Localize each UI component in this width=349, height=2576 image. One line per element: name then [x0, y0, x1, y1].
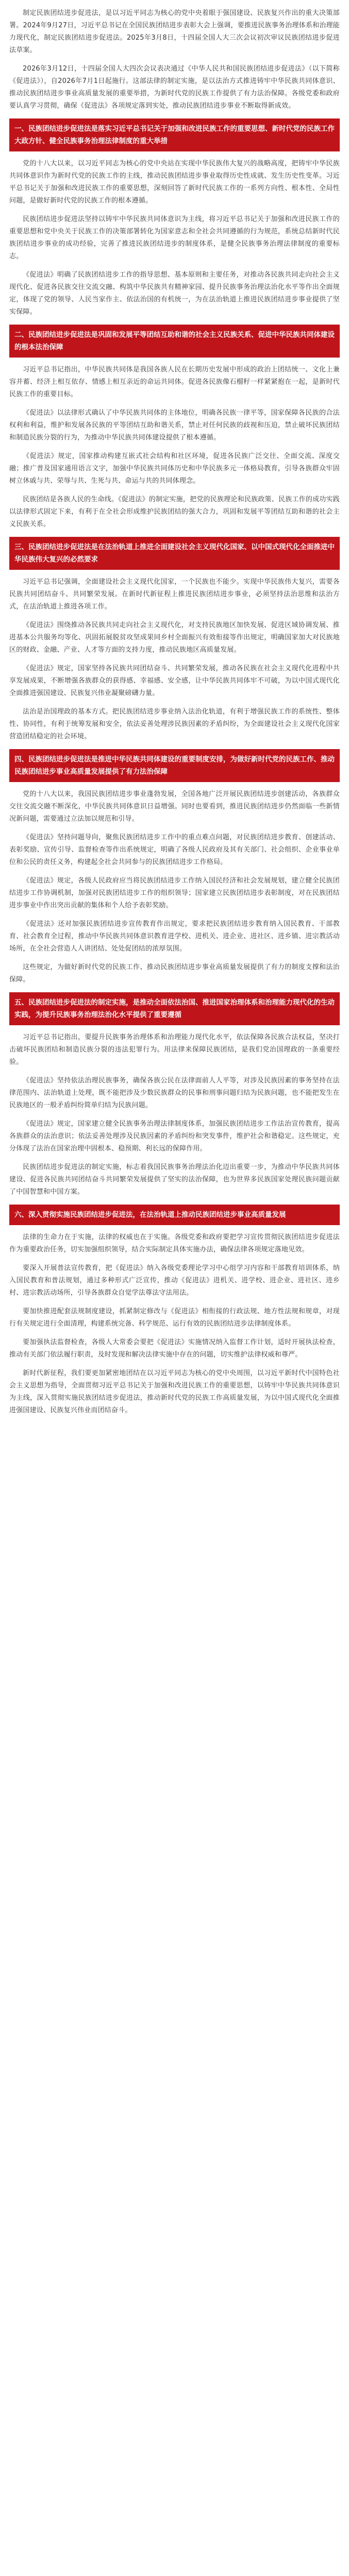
- body-paragraph: 《促进法》还对加强民族团结进步宣传教育作出规定，要求把民族团结进步教育纳入国民教育、干部教育、社会教育全过程，推动中华民族共同体意识教育进学校、进机关、进企业、进社区、进乡镇、进宗教活动场所，在全社会营造人人讲团结、处处促团结的浓厚氛围。: [9, 920, 340, 953]
- section-heading: 五、民族团结进步促进法的制定实施，是推动全面依法治国、推进国家治理体系和治理能力现代化的生动实践，为提升民族事务治理法治化水平提供了重要遵循: [9, 992, 340, 1025]
- section-6: [9, 1205, 340, 1417]
- body-paragraph: 《促进法》以法律形式确认了中华民族共同体的主体地位，明确各民族一律平等，国家保障各民族的合法权利和利益，维护和发展各民族的平等团结互助和谐关系，禁止对任何民族的歧视和压迫，禁止破坏民族团结和制造民族分裂的行为，为推动中华民族共同体建设提供了根本遵循。: [9, 409, 340, 442]
- section-5: [9, 992, 340, 1198]
- section-2: [9, 325, 340, 531]
- body-paragraph: 要加强执法监督检查，各级人大常委会要把《促进法》实施情况纳入监督工作计划，适时开展执法检查，推动有关部门依法履行职责，及时发现和解决法律实施中存在的问题，切实维护法律权威和尊严。: [9, 1338, 340, 1359]
- section-heading: 一、民族团结进步促进法是落实习近平总书记关于加强和改进民族工作的重要思想、新时代党的民族工作大政方针、健全民族事务治理法律制度的重大举措: [9, 118, 340, 151]
- body-paragraph: 法律的生命力在于实施，法律的权威也在于实施。各级党委和政府要把学习宣传贯彻民族团结进步促进法作为重要政治任务，切实加强组织领导，结合实际制定具体实施办法，确保法律各项规定落地见效。: [9, 1233, 340, 1253]
- body-paragraph: 《促进法》明确了民族团结进步工作的指导思想、基本原则和主要任务，对推动各民族共同走向社会主义现代化、促进各民族交往交流交融、构筑中华民族共有精神家园、提升民族事务治理法治化水平等作出全面规定，体现了党的领导、人民当家作主、依法治国的有机统一，为在法治轨道上推进民族团结进步事业提供了坚实保障。: [9, 271, 340, 316]
- section-heading: 三、民族团结进步促进法是在法治轨道上推进全面建设社会主义现代化国家、以中国式现代化全面推进中华民族伟大复兴的必然要求: [9, 537, 340, 570]
- body-paragraph: 习近平总书记指出，要提升民族事务治理体系和治理能力现代化水平，依法保障各民族合法权益，坚决打击破坏民族团结和制造民族分裂的违法犯罪行为。用法律来保障民族团结，是我们党治国理政的一条重要经验。: [9, 1033, 340, 1066]
- section-3: [9, 537, 340, 743]
- body-paragraph: 新时代新征程，我们要更加紧密地团结在以习近平同志为核心的党中央周围，以习近平新时代中国特色社会主义思想为指导，全面贯彻习近平总书记关于加强和改进民族工作的重要思想，以铸牢中华民族共同体意识为主线，深入贯彻实施民族团结进步促进法，推动新时代党的民族工作高质量发展，为以中国式现代化全面推进强国建设、民族复兴伟业而团结奋斗。: [9, 1369, 340, 1414]
- section-heading: 六、深入贯彻实施民族团结进步促进法，在法治轨道上推动民族团结进步事业高质量发展: [9, 1205, 340, 1225]
- body-paragraph: 法治是治国理政的基本方式。把民族团结进步事业纳入法治化轨道，有利于增强民族工作的系统性、整体性、协同性，有利于统筹发展和安全，依法妥善处理涉民族因素的矛盾纠纷，为全面建设社会主义现代化国家营造团结稳定的社会环境。: [9, 708, 340, 740]
- body-paragraph: 《促进法》围绕推动各民族共同走向社会主义现代化，对支持民族地区加快发展、促进区域协调发展、推进基本公共服务均等化、巩固拓展脱贫攻坚成果同乡村全面振兴有效衔接等作出规定，明确国家加大对民族地区的财政、金融、产业、人才等方面的支持力度，推动民族地区高质量发展。: [9, 621, 340, 654]
- body-paragraph: 习近平总书记强调，全面建设社会主义现代化国家，一个民族也不能少。实现中华民族伟大复兴，需要各民族共同团结奋斗、共同繁荣发展。在新时代新征程上推进民族团结进步事业，必须坚持法治思维和法治方式，在法治轨道上推进各项工作。: [9, 578, 340, 611]
- body-paragraph: 民族团结进步促进法坚持以铸牢中华民族共同体意识为主线，将习近平总书记关于加强和改进民族工作的重要思想和党中央关于民族工作的决策部署转化为国家意志和全社会共同遵循的行为规范，系统总结新时代民族团结进步事业的成功经验，完善了推进民族团结进步的制度体系，是健全民族事务治理法律制度的重要标志。: [9, 215, 340, 260]
- section-4: [9, 749, 340, 986]
- body-paragraph: 习近平总书记指出，中华民族共同体是我国各族人民在长期历史发展中形成的政治上团结统一、文化上兼容并蓄、经济上相互依存、情感上相互亲近的命运共同体。促进各民族像石榴籽一样紧紧抱在一起，是新时代民族工作的重要目标。: [9, 366, 340, 398]
- body-paragraph: 要深入开展普法宣传教育，把《促进法》纳入各级党委理论学习中心组学习内容和干部教育培训体系，纳入国民教育和普法规划，通过多种形式广泛宣传，推动《促进法》进机关、进学校、进企业、进社区、进乡村、进宗教活动场所，引导各族群众自觉学法尊法守法用法。: [9, 1264, 340, 1297]
- intro-paragraph: 2026年3月12日，十四届全国人大四次会议表决通过《中华人民共和国民族团结进步促进法》（以下简称《促进法》），自2026年7月1日起施行。这部法律的制定实施，是以法治方式推进铸牢中华民族共同体意识、推动民族团结进步事业高质量发展的重要举措，为新时代党的民族工作提供了有力法治保障。各级党委和政府要认真学习贯彻，确保《促进法》各项规定落到实处，推动民族团结进步事业不断取得新成效。: [9, 65, 340, 110]
- body-paragraph: 《促进法》坚持依法治理民族事务，确保各族公民在法律面前人人平等，对涉及民族因素的事务坚持在法律范围内、法治轨道上处理，既不能把涉及少数民族群众的民事和刑事问题归结为民族问题，也不能把发生在民族地区的一般矛盾纠纷简单归结为民族问题。: [9, 1077, 340, 1109]
- body-paragraph: 要加快推进配套法规制度建设，抓紧制定修改与《促进法》相衔接的行政法规、地方性法规和规章，对现行有关规定进行全面清理，构建系统完备、科学规范、运行有效的民族团结进步法律制度体系。: [9, 1308, 340, 1328]
- intro-block: [9, 7, 340, 112]
- section-1: [9, 118, 340, 318]
- body-paragraph: 《促进法》规定，各级人民政府应当将民族团结进步工作纳入国民经济和社会发展规划，建立健全民族团结进步工作协调机制，加强对民族团结进步工作的组织领导；国家建立民族团结进步表彰制度，对在民族团结进步事业中作出突出贡献的集体和个人给予表彰奖励。: [9, 877, 340, 909]
- section-heading: 二、民族团结进步促进法是巩固和发展平等团结互助和谐的社会主义民族关系、促进中华民族共同体建设的根本法治保障: [9, 325, 340, 358]
- body-paragraph: 《促进法》规定，国家坚持各民族共同团结奋斗、共同繁荣发展，推动各民族在社会主义现代化进程中共享发展成果，不断增强各族群众的获得感、幸福感、安全感，让中华民族共同体牢不可破，为以中国式现代化全面推进强国建设、民族复兴伟业凝聚磅礴力量。: [9, 665, 340, 697]
- section-heading: 四、民族团结进步促进法是推进中华民族共同体建设的重要制度安排，为做好新时代党的民族工作、推动民族团结进步事业高质量发展提供了有力法治保障: [9, 749, 340, 782]
- body-paragraph: 《促进法》坚持问题导向，聚焦民族团结进步工作中的重点难点问题，对民族团结进步教育、创建活动、表彰奖励、宣传引导、监督检查等作出系统规定，明确了各级人民政府及其有关部门、社会组织、企业事业单位和公民的责任义务，构建起全社会共同参与的民族团结进步工作格局。: [9, 834, 340, 866]
- body-paragraph: 民族团结是各族人民的生命线。《促进法》的制定实施，把党的民族理论和民族政策、民族工作的成功实践以法律形式固定下来，有利于在全社会形成维护民族团结的强大合力，巩固和发展平等团结互助和谐的社会主义民族关系。: [9, 496, 340, 528]
- body-paragraph: 《促进法》规定，国家推动构建互嵌式社会结构和社区环境，促进各民族广泛交往、全面交流、深度交融；推广普及国家通用语言文字，加强中华民族共同体历史和中华民族多元一体格局教育，引导各族群众牢固树立休戚与共、荣辱与共、生死与共、命运与共的共同体理念。: [9, 452, 340, 485]
- intro-paragraph: 制定民族团结进步促进法，是以习近平同志为核心的党中央着眼于强国建设、民族复兴作出的重大决策部署。2024年9月27日，习近平总书记在全国民族团结进步表彰大会上强调，要推进民族事务治理体系和治理能力现代化，制定民族团结进步促进法。2025年3月8日，十四届全国人大三次会议初次审议民族团结进步促进法草案。: [9, 9, 340, 54]
- body-paragraph: 党的十八大以来，以习近平同志为核心的党中央站在实现中华民族伟大复兴的战略高度，把铸牢中华民族共同体意识作为新时代党的民族工作的主线，推动民族团结进步事业取得历史性成就、发生历史性变革。习近平总书记关于加强和改进民族工作的重要思想，深刻回答了新时代民族工作的一系列方向性、根本性、全局性问题，是做好新时代党的民族工作的根本遵循。: [9, 160, 340, 205]
- body-paragraph: 党的十八大以来，我国民族团结进步事业蓬勃发展，全国各地广泛开展民族团结进步创建活动，各族群众交往交流交融不断深化，中华民族共同体意识日益增强。同时也要看到，推进民族团结进步仍然面临一些新情况新问题，需要通过立法加以规范和引导。: [9, 790, 340, 823]
- body-paragraph: 民族团结进步促进法的制定实施，标志着我国民族事务治理法治化迈出重要一步，为推动中华民族共同体建设、促进各民族共同团结奋斗共同繁荣发展提供了坚实的法治保障，也为世界多民族国家处理民族问题贡献了中国智慧和中国方案。: [9, 1163, 340, 1196]
- body-paragraph: 这些规定，为做好新时代党的民族工作、推动民族团结进步事业高质量发展提供了有力的制度支撑和法治保障。: [9, 963, 340, 984]
- body-paragraph: 《促进法》规定，国家建立健全民族事务治理法律制度体系，加强民族团结进步工作法治宣传教育，提高各族群众的法治意识；依法妥善处理涉及民族因素的矛盾纠纷和突发事件，维护社会和谐稳定。这些规定，充分体现了法治在国家治理中固根本、稳预期、利长远的保障作用。: [9, 1120, 340, 1153]
